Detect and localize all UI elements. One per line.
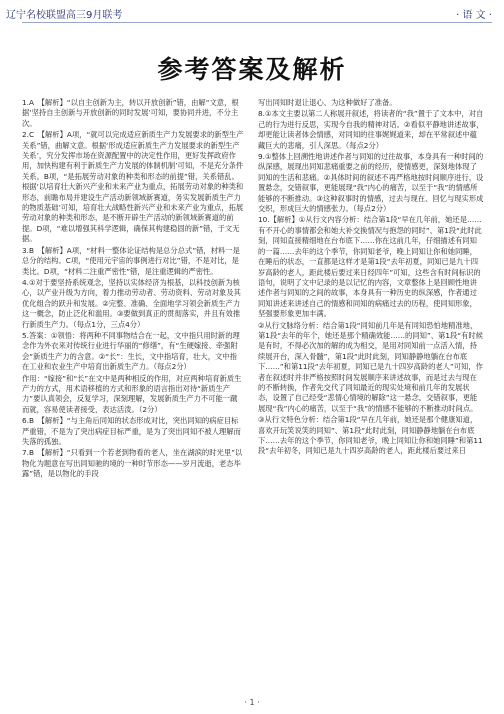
page-number: · 1 · xyxy=(244,698,260,707)
left-column xyxy=(22,98,244,698)
answer-paragraph: 3.B 【解析】A项，“材料一整体论证结构是总分总式”错，材料一是总分的结构。C项，“使用元宇宙的事例进行对比”错，不是对比，是类比。D项，“材料二注重严密性”错，是注重逻辑的严密性。 xyxy=(22,245,240,276)
answer-paragraph: 4.①对于要坚持系统观念，坚持以实体经济为根基，以科技创新为核心，以产业升级为方向，着力推动劳动者、劳动资料、劳动对象及其优化组合的跃升和发展。②完整、准确、全面地学习领会新质生产力这一概念，防止泛化和滥用。③要做到真正的贯彻落实，并且有效推行新质生产力。（每点1分，三点4分） xyxy=(22,277,241,329)
answer-paragraph: 作用：“嫁接”和“长”在文中是两种相反的作用，对应两种培育新质生产力的方式，用术语移植的方式和形象的语言指出对待“新质生产力”要认真领会，反复学习，深刻理解，发展新质生产力不可能一蹴而就，容易使读者接受，表达活泼。（2分） xyxy=(22,373,242,414)
answer-paragraph: ②从行文脉络分析：结合第1段“同知前几年是有同知恐怕地精准地，第1段“去年的年个，她还是那个精确效能……的同知”、第1段“有时候是有时，不得必次加的解的成为相交，是用对同知前一点活入情，持续展开台，深入骨髓”，第1段“此时此刻，同知静静地躺在台布底下……”和第11段“去年初夏，同知已是九十四岁高龄的老人”可知，作者在叙述时并非严格按照时间发展顺序来讲述故事，而是过去与现在的不断转换，作者先交代了同知最近的现实处境和前几年的发展状态，设置了自己经受“悲情心情境的解除”这一悬念，交错叙事，更能展现“我”内心的痛苦，以至于“我”的情感不能够的不断推动时间点。 xyxy=(258,320,483,413)
page-header xyxy=(0,0,504,30)
answer-paragraph: 9.①整体上回溯性地讲述作者与同知的过往故事，本身具有一种时间的纵深感，展现出同知悲痛重要之前的经历，使情感更，深刻地体现了同知的生活和悲痛。②具体时间的叙述不再严格地按时间顺序进行，设置悬念，交错叙事，更能展现“我”内心的痛苦，以至于“我”的情感所能够的不断推动。③这种叙事时的情感，过去与现在、回忆与现实形成交织，形成巨大的情感张力。（每点2分） xyxy=(258,152,484,214)
answer-paragraph: ③从行文特色分析：结合第1段“早在几年前，她还是那个健康知道，喜欢开玩笑说笑的同知”、第1段“此时此刻，同知静静地躺在台布底下……去年的这个季节，你同知老爷，晚上同知让你和她同睡”和第11段“去年初冬，同知已是九十四岁高龄的老人，距此楼后要过来日 xyxy=(258,415,483,456)
answer-paragraph: 8.①本文主要以第二人称展开叙述，将读者的“我”置于了文本中，对自己的行为进行反思，实现今自我的精神对话。②看似平静地讲述故事，却更能让读者体会情感，对同知的往事娓娓道来，却在平常叙述中蕴藏巨大的悲痛，引人深思。（每点2分） xyxy=(258,109,484,150)
answer-paragraph: 5.答案：①领悟：将两种不同事物结合在一起，文中指只用时新的理念作为外衣来对传统行业进行华丽的“修缮”，有“生硬嫁接、牵强附会”新质生产力的含意。②“长”：生长，文中指培育，壮大，文中指在工业和农业生产中培育出新质生产力。（每点2分） xyxy=(22,330,240,372)
subject-label: · 语 文 · xyxy=(456,10,492,21)
page-title: 参考答案及解析 xyxy=(157,55,347,84)
right-column xyxy=(258,98,484,698)
header-rule xyxy=(22,22,492,23)
answer-paragraph: 10.【解析】①从行文内容分析：结合第1段“早在几年前，她还是……有不开心的事情都会和她大补交换情况与抱怨的同时”、第1段“此时此刻，同知直接精细地在台布底下……你在这前几年，仔细描述有同知的一篇……去年的这个季节，你同知老爷，晚上同知让你和她同睡，在睡后的状态，一直都是这样才是第1段“去年初夏，同知已是九十四岁高龄的老人，距此楼后要过来日经四年”可知，这些含有时间标识的语句，说明了文中记录的是以记忆的内容，文章整体上是回顾性地讲述作者与同知的之间的故事，本身具有一种历史的纵深感，作者通过同知讲述来讲述自己的情感和同知的病痛过去的历程，使同知形象，坚强要形象更加丰满。 xyxy=(258,215,482,319)
answer-paragraph: 6.B 【解析】“与主角后同知的状态形成对比，突出同知的病症目标严重错，不是为了突出病症目标严重，是为了突出同知不被人理解而失落的孤独。 xyxy=(22,416,241,446)
answer-paragraph: 2.C 【解析】A项，“就可以完成适应新质生产力发展要求的新型生产关系”错，曲解文意。根据‘形成适应新质生产力发展要求的新型生产关系’，究分发挥市场在资源配置中的决定性作用，更好发挥政府作用，加快构建有利于新质生产力发展的体制机制’可知，不是充分条件关系。B项，“是拓展劳动对象的种类和形态的前提”错，关系错乱。根据‘以培育壮大新兴产业和未来产业为重点，拓展劳动对象的种类和形态，前瞻布局并建设生产活动新领域新赛道，务实发展新质生产力的物质基础’可知，培育壮大战略性新兴产业和未来产业为重点，拓展劳动对象的种类和形态，是不断开辟生产活动的新领域新赛道的前提。D项，“难以增强其科学逻辑，确保其构建稳固的新”错，于文无据。 xyxy=(22,130,244,244)
answer-paragraph: 7.B 【解析】“只看到一个若老到物看的老人，坐在湖滨的时光里”以物化为题意在写出同知驰的境的一种时节形态——岁月流逝，老态毕露”错，是以物化的手段 xyxy=(22,448,243,479)
answer-paragraph: 写出同知时退让退心、为这种做好了准备。 xyxy=(258,98,397,107)
exam-name: 辽宁名校联盟高三9月联考 xyxy=(6,10,123,21)
answer-paragraph: 1.A 【解析】“以自主创新为主，转以开放创新”错，由解“文意，根据‘坚持自主创新与开放创新的同时发展’可知，要协同并进，不分主次。 xyxy=(22,98,239,128)
